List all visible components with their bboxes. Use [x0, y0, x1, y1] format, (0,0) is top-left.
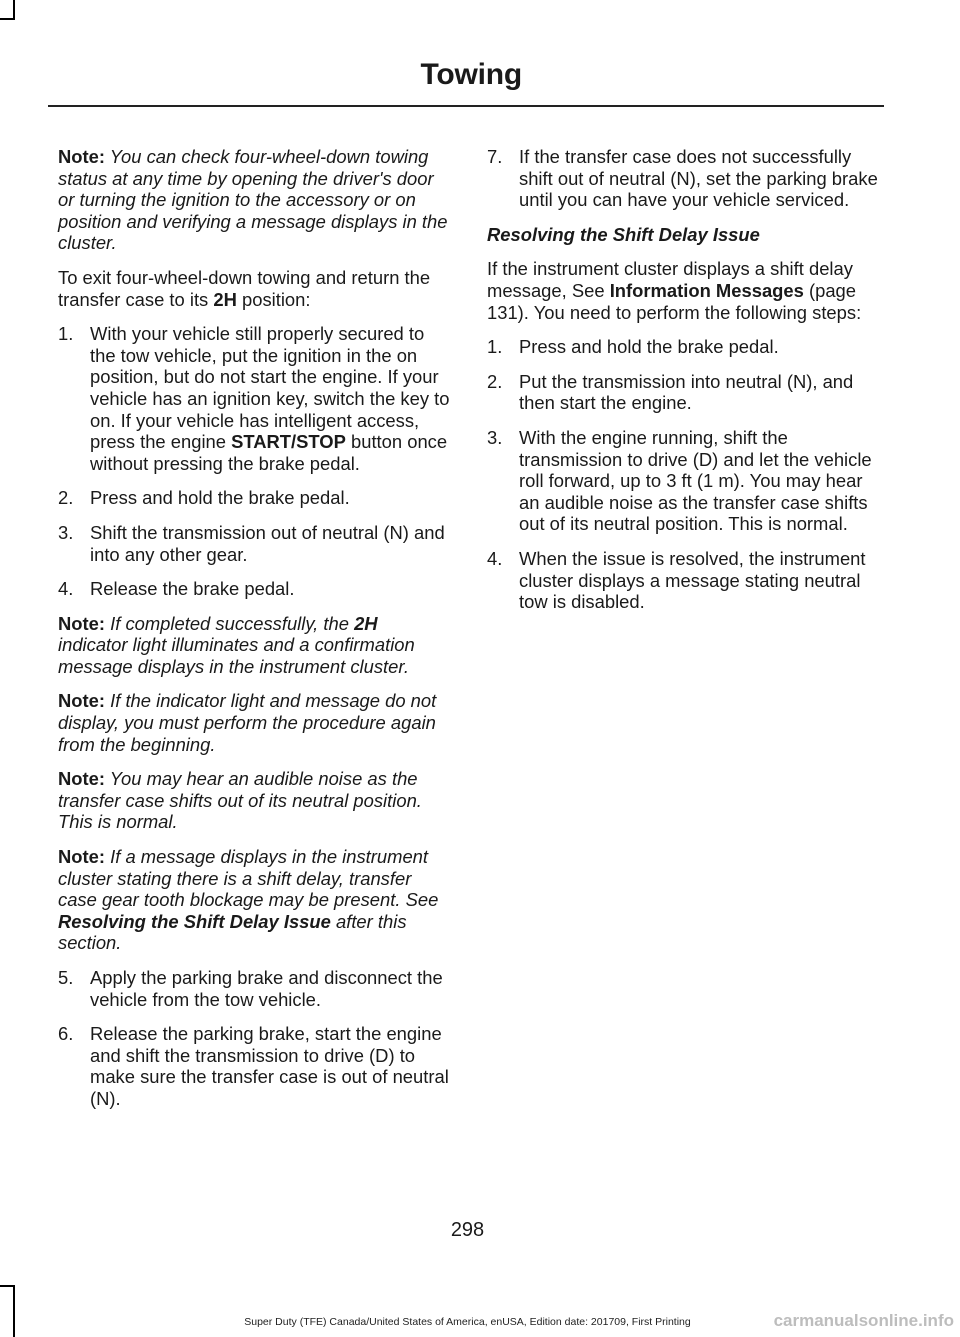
step-text: Press and hold the brake pedal.	[519, 336, 779, 358]
step-number: 3.	[487, 426, 503, 448]
watermark: carmanualsonline.info	[773, 1311, 954, 1330]
right-step-1	[487, 336, 882, 358]
crop-mark-top-left-vertical	[13, 0, 15, 20]
left-column	[58, 146, 450, 1123]
step-number: 3.	[58, 521, 74, 543]
note-text: If a message displays in the instrument cluster stating there is a shift delay, transfer case gear tooth blockage may be present. See	[58, 846, 439, 911]
exit-intro-after: position:	[236, 288, 311, 310]
footer-edition-info: Super Duty (TFE) Canada/United States of America, enUSA, Edition date: 201709, First Printing	[244, 1316, 691, 1328]
step-text-after: button once without pressing the brake pedal.	[90, 431, 448, 474]
step-number: 2.	[487, 370, 503, 392]
note-label: Note:	[58, 846, 105, 868]
note-shift-delay	[58, 846, 450, 954]
exit-intro-text: To exit four-wheel-down towing and return the transfer case to its	[58, 266, 431, 310]
step-text: With your vehicle still properly secured to the tow vehicle, put the ignition in the on position, but do not start the engine. If your vehicle has an ignition key, switch the key to on. If your vehicle has intelligent access, press the engine	[90, 323, 450, 453]
crop-mark-top-left-horizontal	[0, 18, 15, 20]
step-text: With the engine running, shift the transmission to drive (D) and let the vehicle roll forward, up to 3 ft (1 m). You may hear an audible noise as the transfer case shifts out of its neutral position. This is normal.	[519, 426, 872, 535]
note-text: You can check four-wheel-down towing status at any time by opening the driver's door or turning the ignition to the accessory or on position and verifying a message displays in the cluster.	[58, 146, 448, 254]
header-rule	[48, 105, 884, 107]
right-column	[487, 146, 882, 626]
right-step-4	[487, 548, 882, 613]
step-number: 6.	[58, 1023, 74, 1045]
intro-text: If the instrument cluster displays a shift delay message, See	[487, 258, 853, 301]
intro-text-after: (page 131). You need to perform the following steps:	[487, 279, 862, 323]
exit-intro	[58, 267, 450, 310]
step-text: When the issue is resolved, the instrument cluster displays a message stating neutral tow is disabled.	[519, 547, 866, 613]
step-text: Put the transmission into neutral (N), and then start the engine.	[519, 370, 854, 414]
crop-mark-bottom-left-vertical	[13, 1285, 15, 1337]
crop-mark-bottom-left-horizontal	[0, 1285, 15, 1287]
left-step-4	[58, 578, 450, 600]
cross-reference-link[interactable]: Information Messages	[609, 279, 804, 301]
note-completed	[58, 613, 450, 678]
step-text: Shift the transmission out of neutral (N) and into any other gear.	[90, 521, 445, 565]
step-number: 1.	[58, 323, 74, 345]
step-text: Press and hold the brake pedal.	[90, 487, 350, 509]
step-number: 4.	[487, 547, 503, 569]
note-label: Note:	[58, 768, 105, 790]
exit-intro-bold: 2H	[213, 288, 237, 310]
step-text: Apply the parking brake and disconnect the vehicle from the tow vehicle.	[90, 967, 443, 1010]
step-number: 7.	[487, 146, 503, 167]
step-bold: START/STOP	[231, 431, 346, 453]
left-step-1	[58, 323, 450, 474]
cross-reference-link[interactable]: Resolving the Shift Delay Issue	[58, 910, 331, 932]
note-text-after: indicator light illuminates and a confirmation message displays in the instrument cluster.	[58, 634, 415, 677]
step-number: 1.	[487, 336, 503, 358]
note-four-wheel-status	[58, 146, 450, 254]
left-step-5	[58, 967, 450, 1010]
note-label: Note:	[58, 146, 105, 167]
note-label: Note:	[58, 612, 105, 634]
note-audible-noise	[58, 768, 450, 833]
left-step-2	[58, 487, 450, 509]
left-step-6	[58, 1023, 450, 1109]
page-number: 298	[450, 1219, 485, 1241]
note-text: You may hear an audible noise as the transfer case shifts out of its neutral position. This is normal.	[58, 768, 422, 833]
left-step-3	[58, 522, 450, 565]
step-text: Release the parking brake, start the engine and shift the transmission to drive (D) to make sure the transfer case is out of neutral (N).	[90, 1023, 449, 1109]
step-number: 4.	[58, 578, 74, 600]
page-title: Towing	[420, 58, 522, 91]
step-text: If the transfer case does not successfully shift out of neutral (N), set the parking brake until you can have your vehicle serviced.	[519, 146, 878, 211]
right-step-7	[487, 146, 882, 211]
right-step-3	[487, 427, 882, 535]
step-number: 5.	[58, 967, 74, 988]
note-text: If completed successfully, the	[105, 612, 355, 634]
note-bold: 2H	[354, 612, 378, 634]
right-step-2	[487, 371, 882, 414]
note-not-displayed	[58, 690, 450, 755]
note-text: If the indicator light and message do not display, you must perform the procedure again from the beginning.	[58, 690, 437, 755]
shift-delay-intro	[487, 258, 882, 323]
section-heading: Resolving the Shift Delay Issue	[487, 223, 760, 245]
step-text: Release the brake pedal.	[90, 578, 295, 600]
note-label: Note:	[58, 690, 105, 712]
step-number: 2.	[58, 487, 74, 509]
note-text-after: after this section.	[58, 910, 407, 954]
